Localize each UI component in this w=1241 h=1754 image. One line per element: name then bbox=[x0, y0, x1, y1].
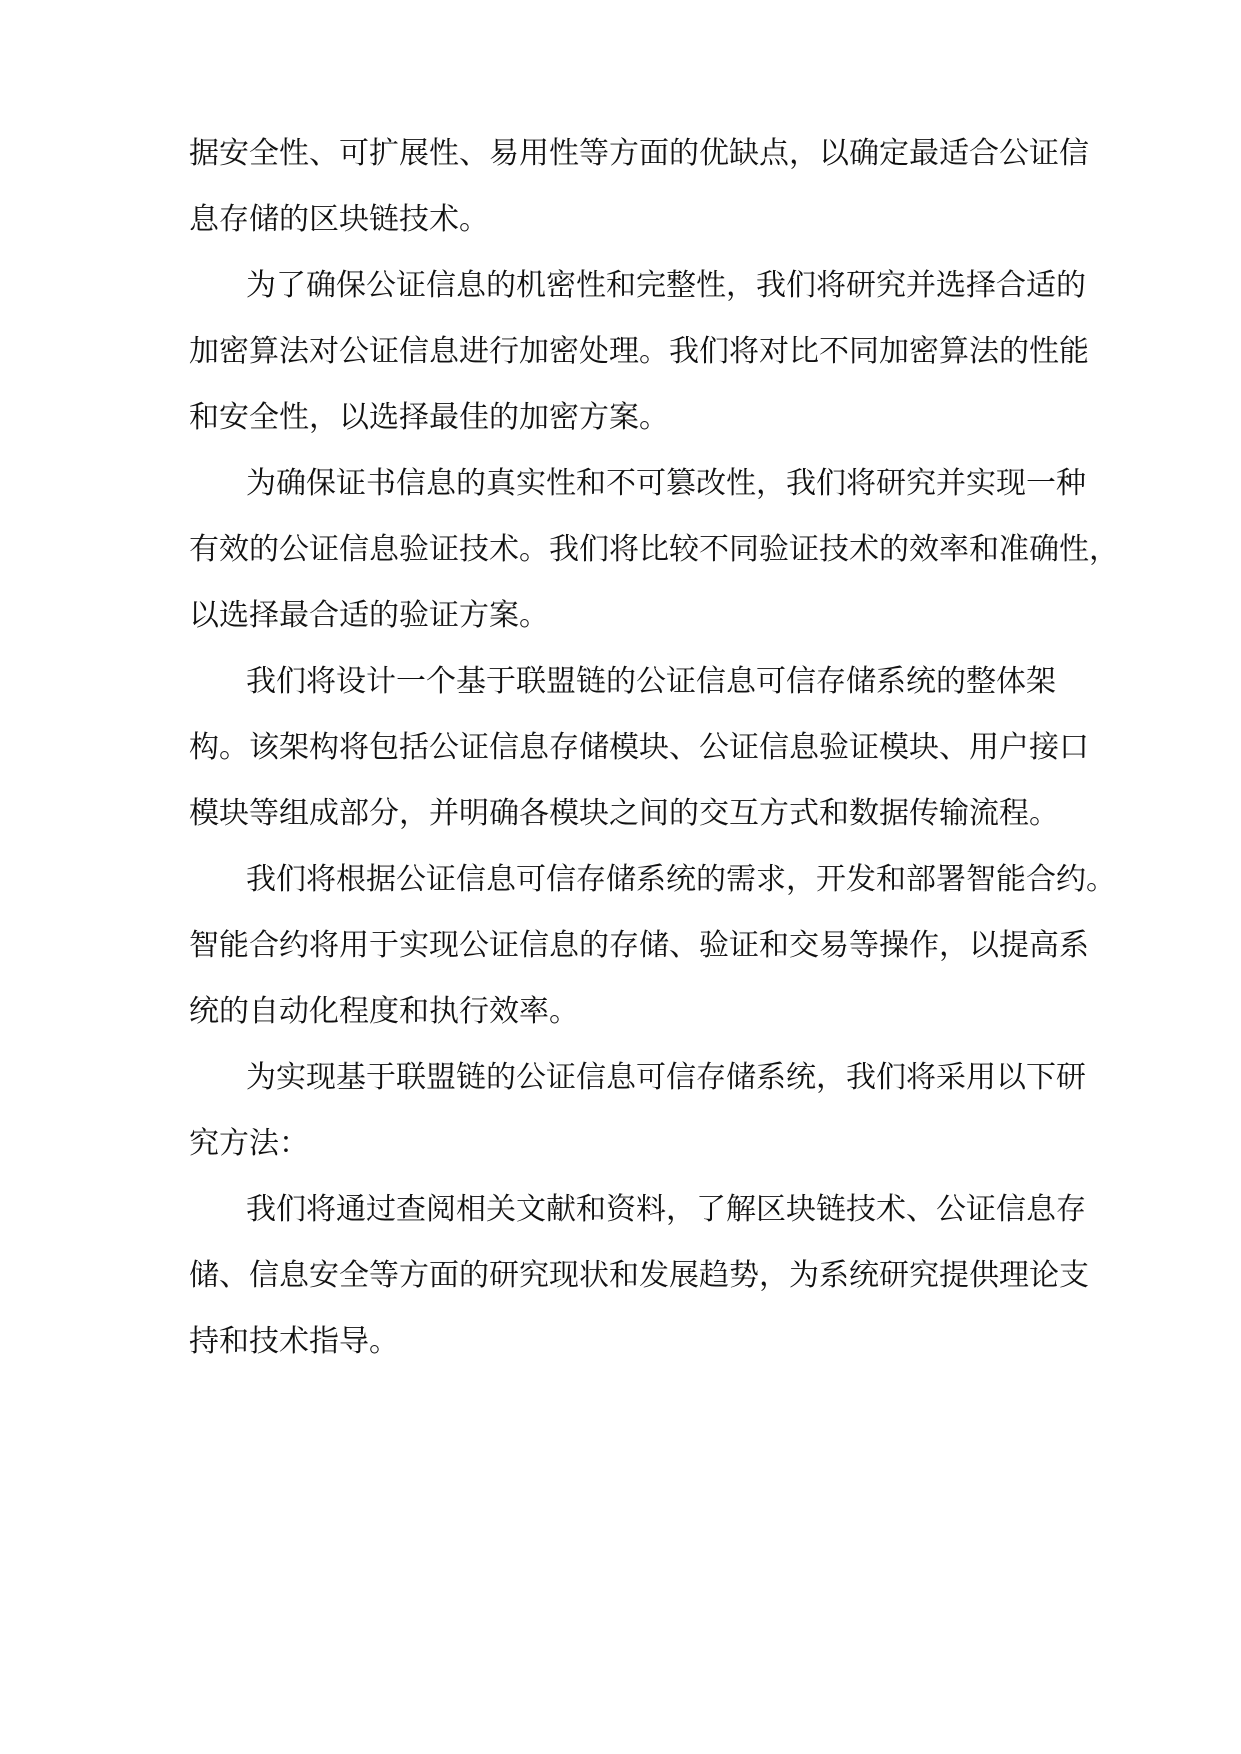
line-text: 息存储的区块链技术。 bbox=[189, 202, 489, 237]
text-line bbox=[0, 926, 1241, 966]
line-text: 我们将设计一个基于联盟链的公证信息可信存储系统的整体架 bbox=[246, 664, 1056, 699]
text-line bbox=[0, 1256, 1241, 1296]
text-line bbox=[0, 596, 1241, 636]
line-text: 模块等组成部分，并明确各模块之间的交互方式和数据传输流程。 bbox=[189, 796, 1059, 831]
paragraph-start-line bbox=[0, 662, 1241, 702]
paragraph-start-line bbox=[0, 860, 1241, 900]
text-line bbox=[0, 794, 1241, 834]
text-line bbox=[0, 332, 1241, 372]
text-line bbox=[0, 200, 1241, 240]
paragraph-start-line bbox=[0, 1190, 1241, 1230]
text-line bbox=[0, 992, 1241, 1032]
line-text: 我们将根据公证信息可信存储系统的需求，开发和部署智能合约。 bbox=[246, 862, 1116, 897]
line-text: 智能合约将用于实现公证信息的存储、验证和交易等操作，以提高系 bbox=[189, 928, 1089, 963]
text-line bbox=[0, 1124, 1241, 1164]
line-text: 持和技术指导。 bbox=[189, 1324, 399, 1359]
line-text: 究方法： bbox=[189, 1126, 309, 1161]
line-text: 储、信息安全等方面的研究现状和发展趋势，为系统研究提供理论支 bbox=[189, 1258, 1089, 1293]
paragraph-start-line bbox=[0, 266, 1241, 306]
line-text: 以选择最合适的验证方案。 bbox=[189, 598, 549, 633]
text-line bbox=[0, 1322, 1241, 1362]
text-line bbox=[0, 398, 1241, 438]
line-text: 为了确保公证信息的机密性和完整性，我们将研究并选择合适的 bbox=[246, 268, 1086, 303]
text-line bbox=[0, 134, 1241, 174]
text-line bbox=[0, 530, 1241, 570]
line-text: 我们将通过查阅相关文献和资料，了解区块链技术、公证信息存 bbox=[246, 1192, 1086, 1227]
line-text: 统的自动化程度和执行效率。 bbox=[189, 994, 579, 1029]
line-text: 加密算法对公证信息进行加密处理。我们将对比不同加密算法的性能 bbox=[189, 334, 1089, 369]
line-text: 为实现基于联盟链的公证信息可信存储系统，我们将采用以下研 bbox=[246, 1060, 1086, 1095]
line-text: 和安全性，以选择最佳的加密方案。 bbox=[189, 400, 669, 435]
line-text: 据安全性、可扩展性、易用性等方面的优缺点，以确定最适合公证信 bbox=[189, 136, 1089, 171]
paragraph-start-line bbox=[0, 464, 1241, 504]
line-text: 有效的公证信息验证技术。我们将比较不同验证技术的效率和准确性， bbox=[189, 532, 1119, 567]
line-text: 构。该架构将包括公证信息存储模块、公证信息验证模块、用户接口 bbox=[189, 730, 1089, 765]
text-line bbox=[0, 728, 1241, 768]
paragraph-start-line bbox=[0, 1058, 1241, 1098]
line-text: 为确保证书信息的真实性和不可篡改性，我们将研究并实现一种 bbox=[246, 466, 1086, 501]
